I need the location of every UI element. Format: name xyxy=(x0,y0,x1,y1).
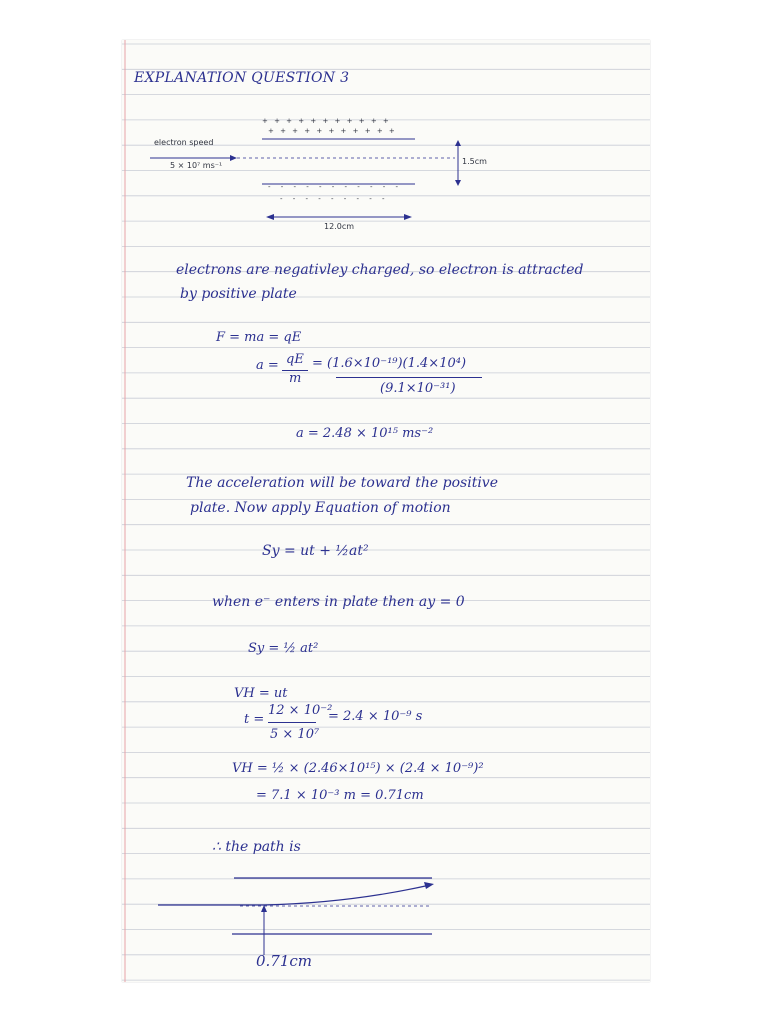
accel-rhs-numerator: = (1.6×10⁻¹⁹)(1.4×10⁴) xyxy=(312,356,467,371)
enters-plate-statement: when e⁻ enters in plate then ay = 0 xyxy=(212,594,465,610)
direction-line-2: plate. Now apply Equation of motion xyxy=(190,500,451,516)
accel-denominator: m xyxy=(289,371,302,386)
bottom-plate-charges-2: - - - - - - - - - xyxy=(280,195,389,203)
path-heading: ∴ the path is xyxy=(212,839,301,855)
displacement-equation: VH = ½ × (2.46×10¹⁵) × (2.4 × 10⁻⁹)² xyxy=(232,761,484,776)
time-result: = 2.4 × 10⁻⁹ s xyxy=(328,709,423,724)
displacement-result: = 7.1 × 10⁻³ m = 0.71cm xyxy=(256,788,424,803)
bottom-plate-charges-1: - - - - - - - - - - - xyxy=(268,183,403,191)
deflection-label: 0.71cm xyxy=(256,952,313,970)
trajectory-arrow-head xyxy=(424,882,434,889)
accel-numerator: qE xyxy=(286,352,304,367)
electron-speed-value: 5 × 10⁷ ms⁻¹ xyxy=(170,161,223,170)
time-lhs: t = xyxy=(244,712,265,727)
sy-equation: Sy = ½ at² xyxy=(248,641,319,656)
page-title: EXPLANATION QUESTION 3 xyxy=(134,70,350,86)
top-plate-charges-1: + + + + + + + + + + + xyxy=(262,117,391,125)
time-denominator: 5 × 10⁷ xyxy=(270,727,320,742)
motion-equation: Sy = ut + ½at² xyxy=(262,543,369,559)
length-label: 12.0cm xyxy=(324,222,355,231)
explanation-line-1: electrons are negativley charged, so electron is attracted xyxy=(176,262,584,278)
gap-label: 1.5cm xyxy=(462,157,487,166)
time-numerator: 12 × 10⁻² xyxy=(268,703,333,718)
accel-lhs: a = xyxy=(256,358,279,373)
electron-trajectory xyxy=(158,885,430,905)
vh-equation: VH = ut xyxy=(234,686,288,701)
force-equation: F = ma = qE xyxy=(216,330,302,345)
accel-result: a = 2.48 × 10¹⁵ ms⁻² xyxy=(296,426,434,441)
top-plate-charges-2: + + + + + + + + + + + xyxy=(268,127,397,135)
explanation-line-2: by positive plate xyxy=(180,286,297,302)
accel-rhs-denominator: (9.1×10⁻³¹) xyxy=(380,381,456,396)
electron-speed-label: electron speed xyxy=(154,138,214,147)
direction-line-1: The acceleration will be toward the positive xyxy=(186,475,498,491)
